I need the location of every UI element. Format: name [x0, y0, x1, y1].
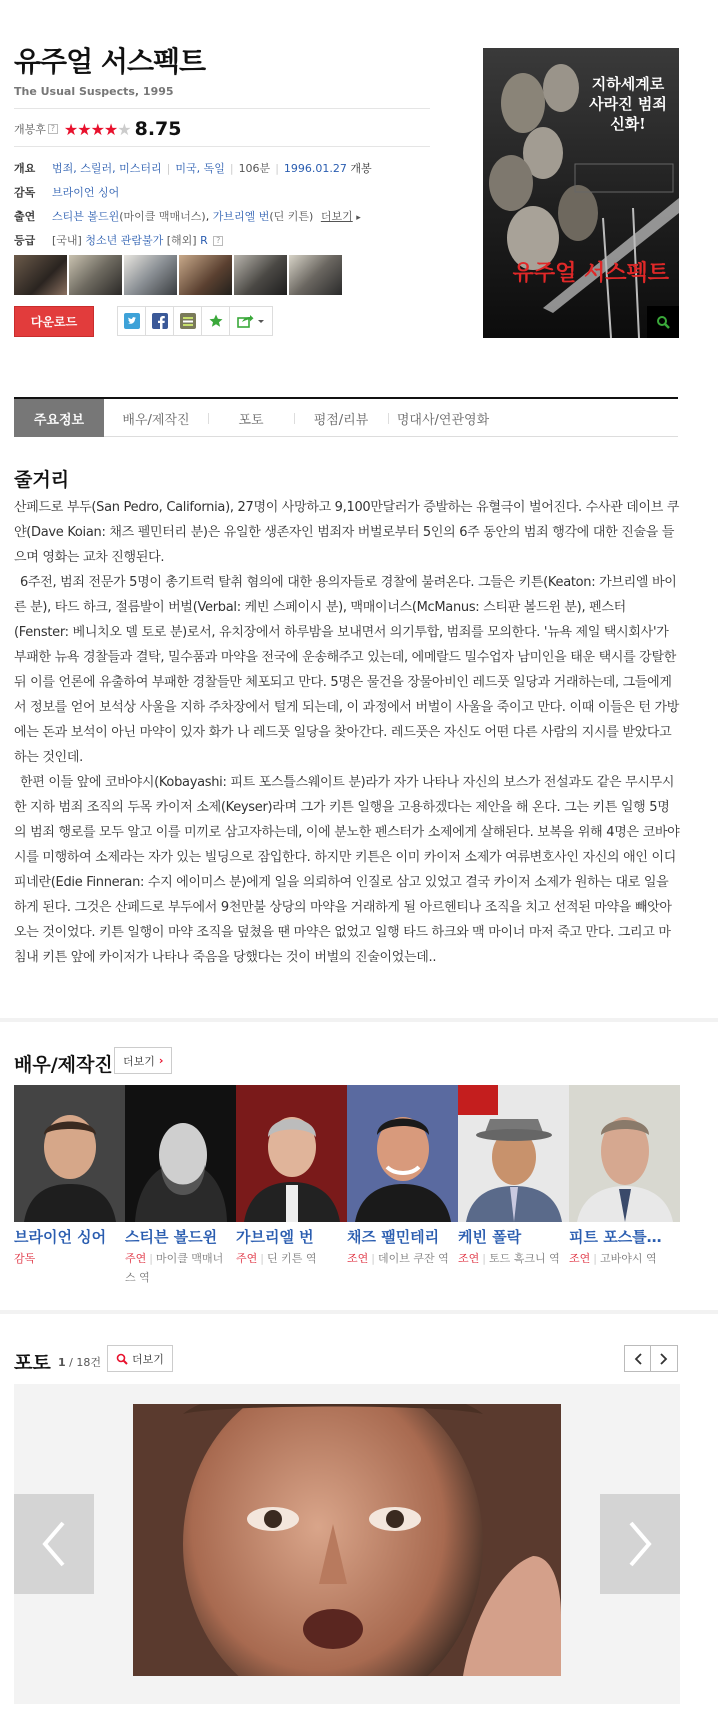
gallery-prev-button[interactable] [14, 1494, 94, 1594]
rating-row [14, 117, 182, 141]
photo-total: / 18건 [69, 1356, 101, 1369]
role-name: 딘 키튼 역 [266, 1252, 317, 1265]
rating-score: 8.75 [134, 118, 182, 140]
download-button[interactable]: 다운로드 [14, 306, 94, 337]
cast-card[interactable] [347, 1085, 458, 1287]
chevron-left-icon [39, 1519, 69, 1569]
still-thumbnail[interactable] [124, 255, 177, 295]
cast-more-button[interactable] [114, 1047, 172, 1074]
photo-more-button[interactable] [107, 1345, 173, 1372]
twitter-icon[interactable] [118, 307, 146, 335]
tab-main-info[interactable]: 주요정보 [14, 399, 104, 437]
cast-name[interactable]: 브라이언 싱어 [14, 1228, 107, 1246]
cast-role: 조연 | 고바야시 역 [569, 1252, 657, 1265]
cast-photo[interactable] [569, 1085, 680, 1222]
cast-role: 조연 | 토드 혹크니 역 [458, 1252, 560, 1265]
prev-button[interactable] [624, 1345, 651, 1372]
grade-domestic-tag: [국내] [52, 234, 82, 247]
photo-nav [624, 1345, 678, 1372]
zoom-icon [116, 1353, 128, 1365]
grade-overseas[interactable]: R [200, 234, 208, 247]
cast-name[interactable]: 가브리엘 번 [236, 1228, 314, 1246]
rating-label: 개봉후 [14, 123, 46, 136]
me2day-icon[interactable] [174, 307, 202, 335]
photo-heading: 포토 [14, 1352, 51, 1374]
next-button[interactable] [651, 1345, 678, 1372]
cast-role: 조연 | 데이브 쿠잔 역 [347, 1252, 449, 1265]
divider [14, 146, 430, 147]
countries-link[interactable]: 미국, 독일 [175, 162, 225, 175]
zoom-icon[interactable] [647, 306, 679, 338]
chevron-right-icon: › [158, 1054, 164, 1067]
chevron-left-icon [633, 1353, 643, 1365]
movie-info [14, 156, 434, 252]
chevron-right-icon: ▸ [356, 213, 361, 223]
cast-heading: 배우/제작진 [14, 1054, 113, 1076]
info-cast: 출연 스티븐 볼드윈(마이클 맥매너스), 가브리엘 번(딘 키튼) 더보기 ▸ [14, 210, 361, 223]
info-grade [14, 228, 434, 252]
movie-title: 유주얼 서스펙트 [14, 45, 206, 78]
tab-bar [14, 399, 678, 437]
cast-role-2: (딘 키튼) [269, 210, 314, 223]
cast-photo[interactable] [347, 1085, 458, 1222]
poster-tagline: 지하세계로 사라진 범죄신화! [589, 75, 667, 133]
cast-card[interactable] [125, 1085, 236, 1287]
cast-photo[interactable] [458, 1085, 569, 1222]
help-icon[interactable]: ? [213, 236, 223, 246]
synopsis-text [14, 495, 680, 970]
photo-more-label: 더보기 [132, 1352, 164, 1366]
cast-more-link[interactable]: 더보기 [320, 210, 353, 223]
still-thumbnail[interactable] [69, 255, 122, 295]
help-icon[interactable]: ? [48, 124, 58, 134]
cast-card[interactable] [14, 1085, 125, 1287]
role-kind: 조연 [347, 1252, 369, 1265]
photo-current: 1 [58, 1356, 66, 1369]
tab-reviews[interactable]: 평점/리뷰 [294, 399, 388, 437]
movie-poster[interactable] [483, 48, 679, 338]
role-kind: 조연 [458, 1252, 480, 1265]
tab-cast-crew[interactable]: 배우/제작진 [122, 412, 190, 428]
cast-card[interactable] [236, 1085, 347, 1287]
role-kind: 감독 [14, 1252, 36, 1265]
info-overview: 개요 범죄, 스릴러, 미스터리 | 미국, 독일 | 106분 | 1996.01.27 개봉 [14, 162, 372, 175]
chevron-right-icon [625, 1519, 655, 1569]
role-name: 마이클 맥매너스 역 [125, 1252, 224, 1284]
section-divider [0, 1310, 718, 1314]
section-divider [0, 1018, 718, 1022]
cast-role: 주연 | 딘 키튼 역 [236, 1252, 317, 1265]
synopsis-heading: 줄거리 [14, 469, 70, 491]
facebook-icon[interactable] [146, 307, 174, 335]
synopsis-paragraph: 산페드로 부두(San Pedro, California), 27명이 사망하고 9,100만달러가 증발하는 유혈극이 벌어진다. 수사관 데이브 쿠얀(Dave Koian: 채즈 펠민터리 분)은 유일한 생존자인 범죄자 버벌로부터 5인의 6주 동안의 범죄 행각에 대한 진술을 들으며 영화는 교차 진행된다. [14, 500, 680, 565]
grade-label: 등급 [14, 234, 36, 247]
role-kind: 조연 [569, 1252, 591, 1265]
still-thumbnail[interactable] [234, 255, 287, 295]
stills-strip [14, 255, 342, 295]
cast-card[interactable] [569, 1085, 680, 1287]
share-icon[interactable] [230, 307, 272, 335]
role-kind: 주연 [236, 1252, 258, 1265]
release-date-link[interactable]: 1996.01.27 [283, 162, 347, 175]
cast-link-2[interactable]: 가브리엘 번 [212, 210, 270, 223]
cast-link-1[interactable]: 스티븐 볼드윈 [52, 210, 120, 223]
cast-label: 출연 [14, 210, 36, 223]
divider [14, 108, 430, 109]
rating-stars: ★★★★★ [63, 119, 131, 139]
cast-more-label: 더보기 [123, 1054, 155, 1068]
cast-name[interactable]: 채즈 팰민테리 [347, 1228, 440, 1246]
cast-photo[interactable] [125, 1085, 236, 1222]
share-bar [117, 306, 273, 336]
tab-photos[interactable]: 포토 [208, 399, 294, 437]
cast-list [14, 1085, 680, 1287]
chevron-right-icon [659, 1353, 669, 1365]
cast-role [14, 1249, 125, 1268]
genres-link[interactable]: 범죄, 스릴러, 미스터리 [52, 162, 162, 175]
cast-name[interactable]: 스티븐 볼드윈 [125, 1228, 218, 1246]
bookmark-star-icon[interactable] [202, 307, 230, 335]
role-kind: 주연 [125, 1252, 147, 1265]
synopsis-paragraph: 한편 이들 앞에 코바야시(Kobayashi: 피트 포스틀스웨이트 분)라가 자가 나타나 자신의 보스가 전설과도 같은 무시무시한 지하 범죄 조직의 두목 카이저 소제(Keyser)라며 그가 키튼 일행을 고용하겠다는 제안을 해 온다. 그는 키튼 일행 5명의 범죄 행로를 모두 알고 이를 미끼로 삼고자하는데, 이에 분노한 펜스터가 소제에게 살해된다. 보복을 위해 4명은 코바야시를 미행하여 소제라는 자가 있는 빌딩으로 잠입한다. 하지만 키튼은 이미 카이저 소제가 여류변호사인 자신의 애인 이디 피네란(Edie Finneran: 수지 에이미스 분)에게 일을 의뢰하여 인질로 삼고 있었고 결국 카이저 소제가 원하는 대로 일을 하게 된다. 그것은 산페드로 부두에서 9천만불 상당의 마약을 거래하게 될 아르헨티나 조직을 치고 선적된 마약을 빼앗아오는 것이었다. 키튼 일행이 마약 조직을 덮쳤을 땐 마약은 없었고 일행 타드 하크와 맥 마이너 마저 죽고 만다. 그리고 마침내 키튼 앞에 카이저가 나타나 죽음을 당했다는 것이 버벌의 진술이었는데.. [14, 775, 680, 965]
cast-name[interactable]: 피트 포스틀… [569, 1228, 662, 1246]
poster-title: 유주얼 서스펙트 [512, 260, 669, 286]
still-thumbnail[interactable] [179, 255, 232, 295]
cast-role: 주연 | 마이클 맥매너스 역 [125, 1252, 224, 1284]
director-link[interactable]: 브라이언 싱어 [52, 186, 120, 199]
director-label: 감독 [14, 186, 36, 199]
still-thumbnail[interactable] [14, 255, 67, 295]
gallery-next-button[interactable] [600, 1494, 680, 1594]
still-thumbnail[interactable] [289, 255, 342, 295]
synopsis-paragraph: 6주전, 범죄 전문가 5명이 총기트럭 탈취 혐의에 대한 용의자들로 경찰에 불려온다. 그들은 키튼(Keaton: 가브리엘 바이른 분), 타드 하크, 절름발이 버벌(Verbal: 케빈 스페이시 분), 맥매이너스(McManus: 스티판 볼드윈 분), 펜스터(Fenster: 베니치오 델 토로 분)로서, 유치장에서 하루밤을 보내면서 의기투합, 범죄를 모의한다. '뉴욕 제일 택시회사'가 부패한 뉴욕 경찰들과 결탁, 밀수품과 마약을 전국에 운송해주고 있는데, 에메랄드 밀수업자 남미인을 태운 택시를 강탈한 뒤 이를 언론에 유출하여 부패한 경찰들만 체포되고 만다. 5명은 물건을 장물아비인 레드풋 일당과 거래하는데, 그들에게서 정보를 얻어 보석상 사울을 지하 주차장에서 털게 되는데, 이 과정에서 버벌이 사울을 죽이고 만다. 이때 이들은 턴 가방에는 돈과 보석이 아닌 마약이 있자 화가 나 레드풋 일당을 찾아간다. 레드풋은 자신도 어떤 다른 사람의 지시를 받았다고 하는 것인데. [14, 575, 680, 765]
runtime: 106분 [238, 162, 271, 175]
tab-quotes-related[interactable]: 명대사/연관영화 [388, 399, 498, 437]
overview-label: 개요 [14, 162, 36, 175]
role-name: 고바야시 역 [599, 1252, 657, 1265]
cast-name[interactable]: 케빈 폴락 [458, 1228, 522, 1246]
grade-domestic[interactable]: 청소년 관람불가 [85, 234, 164, 247]
grade-overseas-tag: [해외] [166, 234, 197, 247]
cast-card[interactable] [458, 1085, 569, 1287]
photo-counter [58, 1354, 101, 1370]
info-director [14, 180, 434, 204]
photo-gallery [14, 1384, 680, 1704]
release-suffix: 개봉 [350, 162, 372, 175]
cast-photo[interactable] [14, 1085, 125, 1222]
movie-subtitle: The Usual Suspects, 1995 [14, 85, 174, 98]
role-name: 데이브 쿠잔 역 [377, 1252, 449, 1265]
gallery-photo[interactable] [133, 1404, 561, 1676]
cast-role-1: (마이클 맥매너스) [119, 210, 206, 223]
role-name: 토드 혹크니 역 [488, 1252, 560, 1265]
cast-photo[interactable] [236, 1085, 347, 1222]
